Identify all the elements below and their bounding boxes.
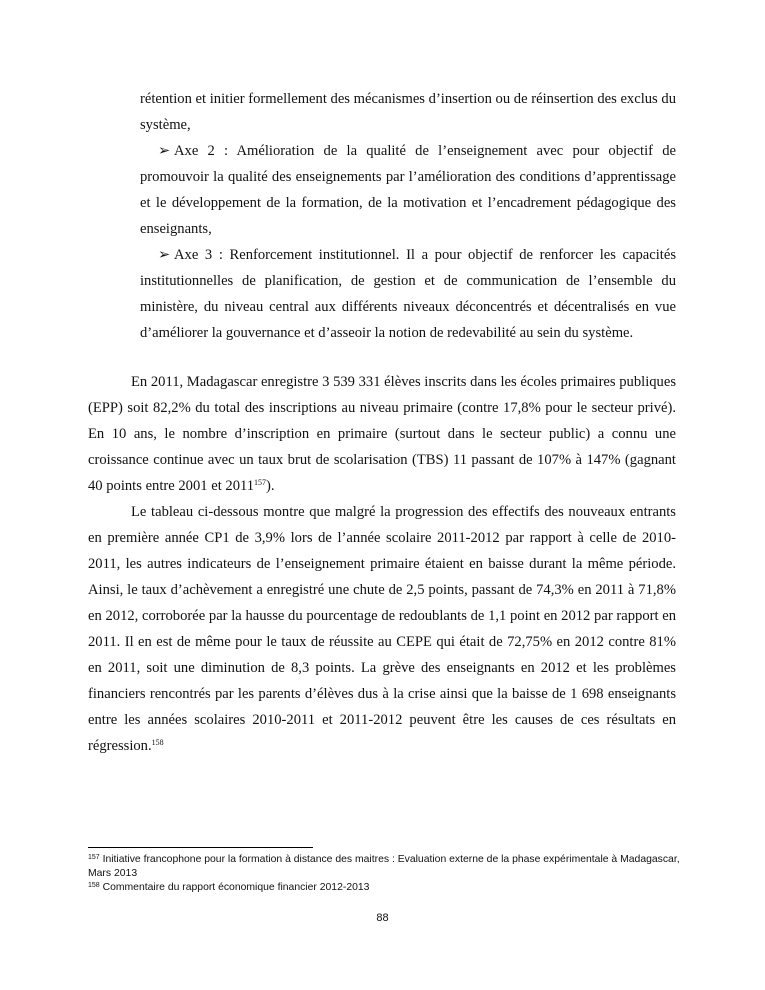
footnote-ref-158[interactable]: 158 (151, 738, 164, 747)
footnote-number: 157 (88, 854, 100, 861)
intro-continuation: rétention et initier formellement des mécanismes d’insertion ou de réinsertion des exclus du système, (140, 91, 676, 133)
footnote-157: $^{157}$ Initiative francophone pour la formation à distance des maitres : Evaluation externe de la phase expérimentale à Madagascar, Mars 2013 (88, 854, 680, 879)
footnote-number: 158 (88, 882, 100, 889)
bullet-axe-2: ➢ Axe 2 : Amélioration de la qualité de l’enseignement avec pour objectif de promouvoir la qualité des enseignements par l’amélioration des conditions d’apprentissage et le développement de la formation, de la motivation et l’encadrement pédagogique des enseignants, (140, 138, 676, 242)
footnote-158: $^{158}$ Commentaire du rapport économique financier 2012-2013 (88, 882, 370, 893)
bullet-axe-3: ➢ Axe 3 : Renforcement institutionnel. Il a pour objectif de renforcer les capacités institutionnelles de planification, de gestion et de communication de l’ensemble du ministère, du niveau central aux différents niveaux déconcentrés et décentralisés en vue d’améliorer la gouvernance et d’asseoir la notion de redevabilité au sein du système. (140, 242, 676, 346)
paragraph-indicators: Le tableau ci-dessous montre que malgré la progression des effectifs des nouveaux entrants en première année CP1 de 3,9% lors de l’année scolaire 2011-2012 par rapport à celle de 2010-2011, les autres indicateurs de l’enseignement primaire étaient en baisse durant la même période. Ainsi, le taux d’achèvement a enregistré une chute de 2,5 points, passant de 74,3% en 2011 à 71,8% en 2012, corroborée par la hausse du pourcentage de redoublants de 1,1 point en 2012 par rapport en 2011. Il en est de même pour le taux de réussite au CEPE qui était de 72,75% en 2012 contre 81% en 2011, soit une diminution de 8,3 points. La grève des enseignants en 2012 et les problèmes financiers rencontrés par les parents d’élèves dus à la crise ainsi que la baisse de 1 698 enseignants entre les années scolaires 2010-2011 et 2011-2012 peuvent être les causes de ces résultats en régression.$^{158}$ (88, 504, 676, 754)
footnote-ref-157[interactable]: 157 (254, 478, 267, 487)
footnote-separator (88, 847, 313, 848)
arrow-bullet-icon: ➢ (158, 247, 171, 263)
paragraph-enrollment-2011: En 2011, Madagascar enregistre 3 539 331 élèves inscrits dans les écoles primaires publiques (EPP) soit 82,2% du total des inscriptions au niveau primaire (contre 17,8% pour le secteur privé). En 10 ans, le nombre d’inscription en primaire (surtout dans le secteur public) a connu une croissance continue avec un taux brut de scolarisation (TBS) 11 passant de 107% à 147% (gagnant 40 points entre 2001 et 2011$^{157}$). (88, 374, 676, 494)
arrow-bullet-icon: ➢ (158, 143, 171, 159)
page-number: 88 (376, 912, 389, 924)
